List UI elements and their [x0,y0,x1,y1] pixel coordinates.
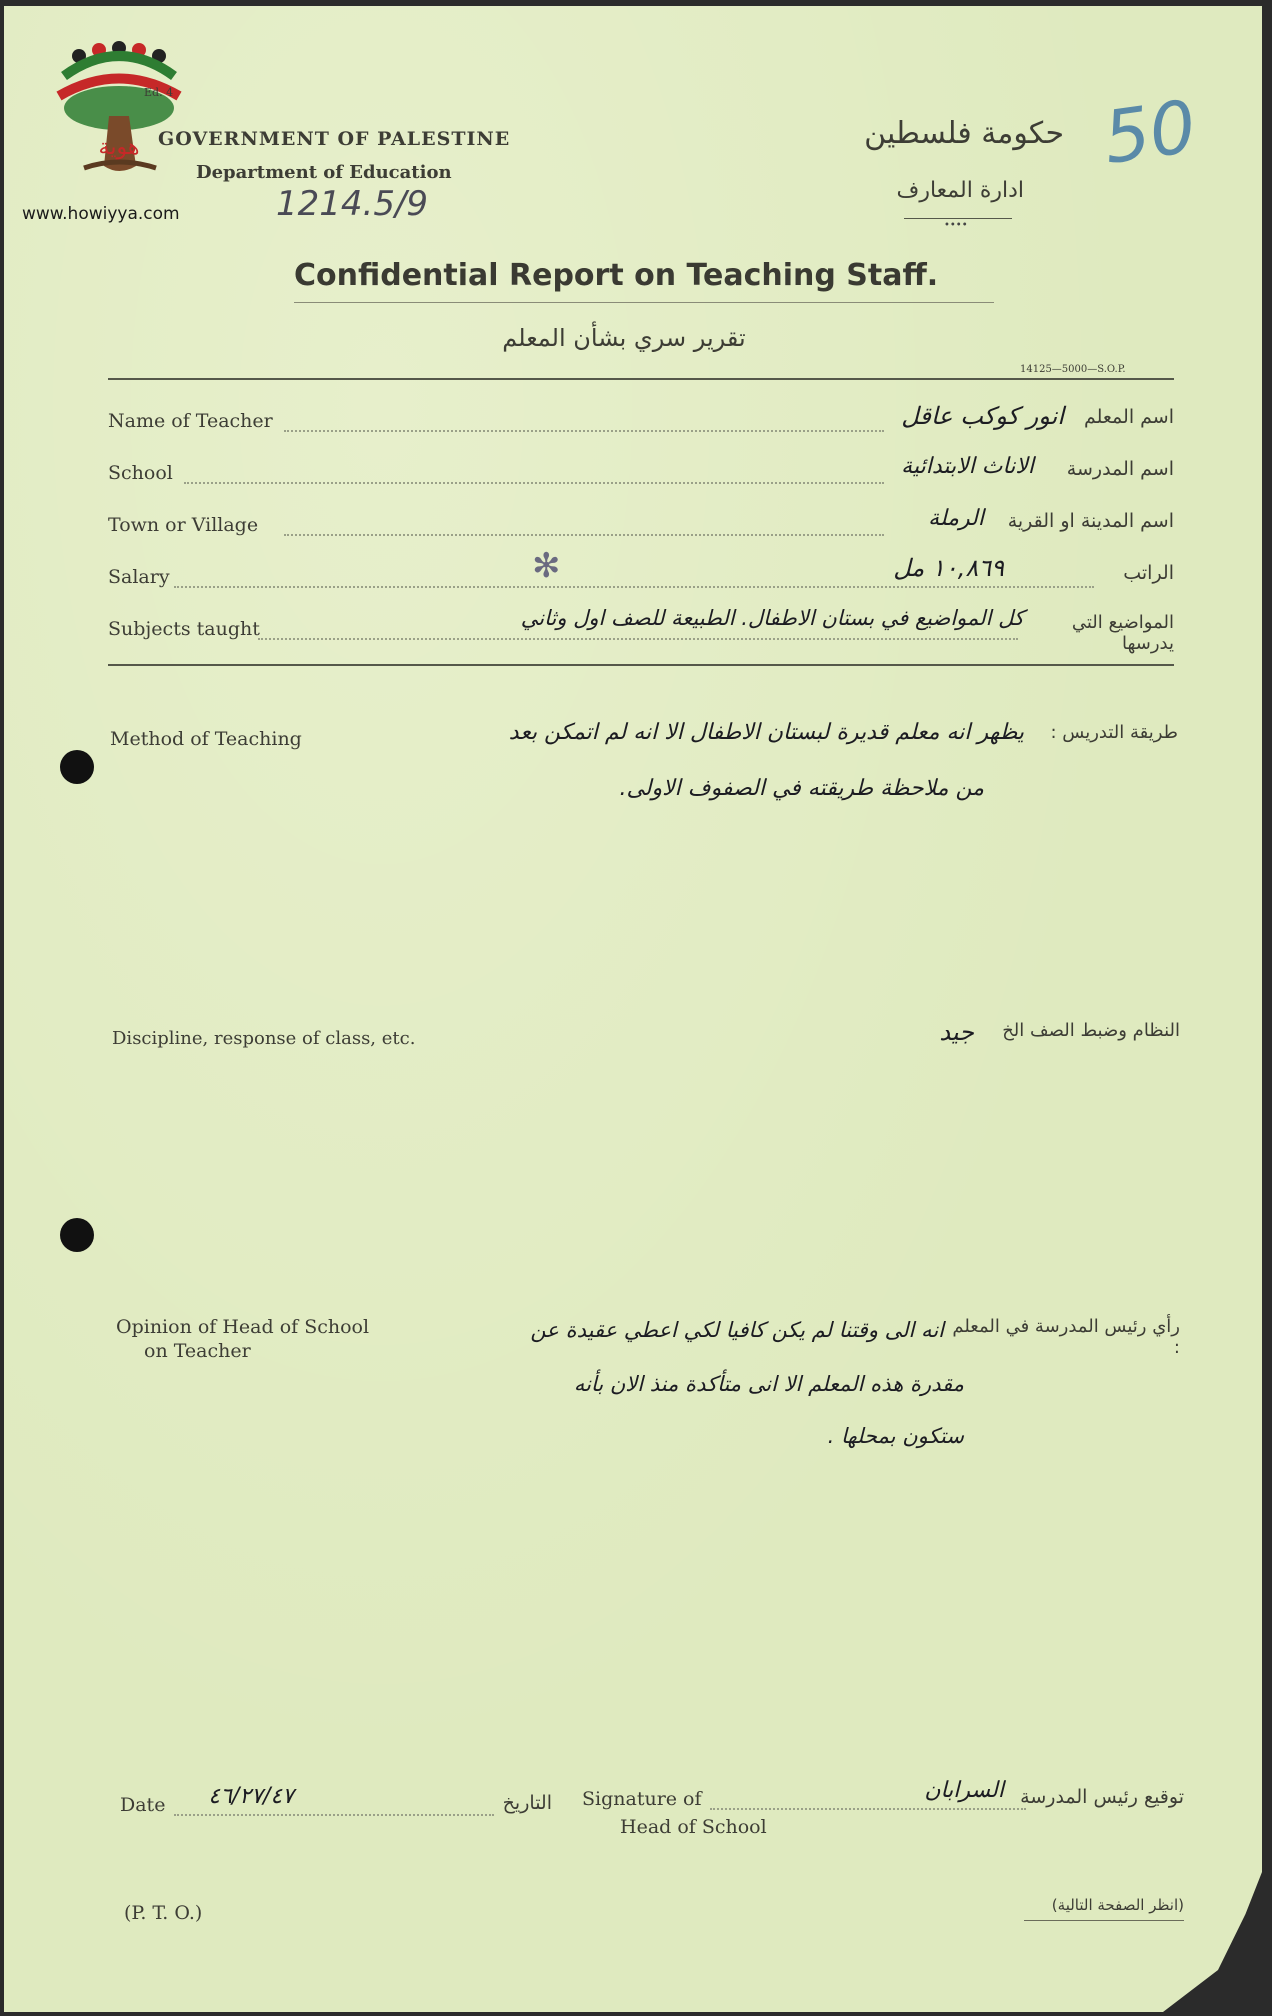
name-of-teacher-value: انور كوكب عاقل [901,402,1064,430]
signature-value: السرابان [924,1778,1004,1803]
salary-value: ١٠,٨٦٩ مل [893,554,1004,582]
school-line [184,482,884,484]
method-of-teaching-line-1: يظهر انه معلم قديرة لبستان الاطفال الا انه لم اتمكن بعد [508,720,1024,745]
signature-label-continued: Head of School [620,1816,767,1838]
name-of-teacher-label-arabic: اسم المعلم [1083,406,1174,428]
discipline-value: جيد [939,1018,974,1046]
salary-label-arabic: الراتب [1123,562,1174,584]
subjects-taught-label-arabic: المواضيع التي يدرسها [1071,612,1174,654]
print-code: 14125—5000—S.O.P. [1020,364,1126,375]
method-of-teaching-label-arabic: طريقة التدريس : [1050,722,1178,743]
watermark-url: www.howiyya.com [22,204,180,224]
department-heading-arabic: ادارة المعارف [896,178,1024,203]
top-rule [108,378,1174,380]
pto-underline [1024,1920,1184,1921]
document-sheet [4,6,1262,2012]
page-number-handwritten: 50 [1098,84,1202,180]
town-label: Town or Village [108,514,259,536]
opinion-line-1: انه الى وقتنا لم يكن كافيا لكي اعطي عقيدة عن [530,1318,944,1342]
subjects-taught-label: Subjects taught [108,618,260,640]
document-title: Confidential Report on Teaching Staff. [294,258,939,293]
school-label: School [108,462,173,484]
pto-label-arabic: (انظر الصفحة التالية) [1051,1896,1184,1914]
government-heading: GOVERNMENT OF PALESTINE [158,128,511,150]
reference-number: 1214.5/9 [276,184,429,224]
form-code: Ed. 4 [144,86,174,99]
school-value: الاناث الابتدائية [901,454,1034,479]
date-label-arabic: التاريخ [502,1792,552,1814]
opinion-label-continued: on Teacher [144,1340,251,1362]
title-underline [294,302,994,303]
salary-label: Salary [108,566,170,588]
opinion-line-2: مقدرة هذه المعلم الا انى متأكدة منذ الان بأنه [573,1372,964,1396]
town-line [284,534,884,536]
department-heading: Department of Education [196,162,452,183]
pto-label: (P. T. O.) [124,1902,203,1924]
signature-label: Signature of [582,1788,702,1810]
school-label-arabic: اسم المدرسة [1066,458,1174,480]
signature-line [710,1808,1026,1810]
opinion-line-3: ستكون بمحلها . [827,1424,964,1448]
name-of-teacher-line [284,430,884,432]
subjects-taught-value: كل المواضيع في بستان الاطفال. الطبيعة للصف اول وثاني [520,606,1024,630]
punch-hole-top [60,750,94,784]
town-label-arabic: اسم المدينة او القرية [1007,510,1174,532]
torn-corner [1152,1872,1262,2012]
method-of-teaching-label: Method of Teaching [110,728,302,750]
date-line [174,1814,494,1816]
fields-bottom-rule [108,664,1174,666]
discipline-label: Discipline, response of class, etc. [112,1028,416,1049]
salary-mark: ✻ [532,546,561,586]
date-value: ٤٦/٢٧/٤٧ [208,1784,294,1809]
ornament-dots: •••• [944,220,968,231]
howiyya-logo [44,36,194,196]
salary-line [174,586,1094,588]
method-of-teaching-line-2: من ملاحظة طريقته في الصفوف الاولى. [619,776,984,801]
punch-hole-bottom [60,1218,94,1252]
town-value: الرملة [928,506,984,531]
department-underline [904,218,1012,219]
government-heading-arabic: حكومة فلسطين [864,116,1064,151]
discipline-label-arabic: النظام وضبط الصف الخ [1002,1020,1180,1041]
opinion-label-arabic: رأي رئيس المدرسة في المعلم : [952,1316,1180,1358]
document-title-arabic: تقرير سري بشأن المعلم [502,324,746,352]
svg-text:هوية: هوية [98,135,140,160]
signature-label-arabic: توقيع رئيس المدرسة [1020,1786,1184,1808]
date-label: Date [120,1794,166,1816]
subjects-taught-line [258,638,1018,640]
name-of-teacher-label: Name of Teacher [108,410,273,432]
opinion-label: Opinion of Head of School [116,1316,370,1338]
